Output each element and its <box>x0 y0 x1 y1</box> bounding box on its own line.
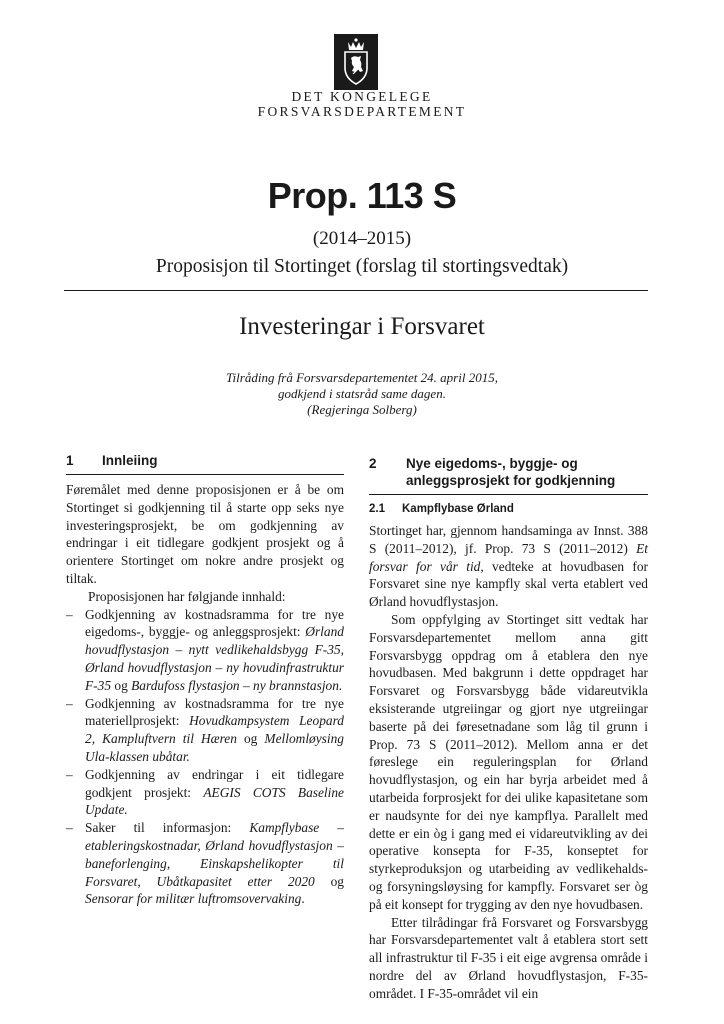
list-item: – Godkjenning av kostnadsramma for tre nye materiellprosjekt: Hovudkampsystem Leopard 2, Kampluftvern til Hæren og Mellomløysing Ula-klassen ubåtar. <box>66 695 344 766</box>
approval-line-2: godkjend i statsråd same dagen. <box>278 386 446 401</box>
section-1-rule <box>66 474 344 475</box>
paragraph-2: Som oppfylging av Stortinget sitt vedtak har Forsvarsdepartementet mellom anna gitt Forsvarsbygg oppdrag om å etablera den nye hovudbasen. Med bakgrunn i dette oppdraget har Forsvaret og Forsvarsbygg både vidareutvikla eksisterande utgreiingar og gjort nye utgreiingar baserte på dei føresetnadane som låg til grunn i Prop. 73 S (2011–2012). Mellom anna er det føreslege ein reguleringsplan for Ørland hovudflystasjon, og ein har byrja arbeidet med å utarbeida forprosjekt for dei ulike kapasitetane som er naudsynte for dei nye kampflya. Parallelt med dette er ein òg i gang med ei vidareutvikling av dei operative konsepta for F-35, konseptet for styrkeproduksjon og utarbeiding av vedlikehalds- og forsyningsløysing for kampfly. Forsvaret ser òg på eit konsept for trygging av den nye hovudbasen. <box>369 611 648 912</box>
subsection-2-1-heading <box>369 501 648 517</box>
list-item: – Godkjenning av endringar i eit tidlegare godkjent prosjekt: AEGIS COTS Baseline Update. <box>66 766 344 819</box>
subsection-title: Kampflybase Ørland <box>402 503 514 515</box>
section-1-number: 1 <box>66 453 74 468</box>
right-column <box>369 455 648 1003</box>
department-name-line2: FORSVARSDEPARTEMENT <box>257 104 467 119</box>
section-1-title: Innleiing <box>102 453 158 468</box>
section-2-heading <box>369 455 648 489</box>
list-item: – Saker til informasjon: Kampflybase – etableringskostnadar, Ørland hovudflystasjon – baneforlenging, Einskapshelikopter til Forsvaret, Ubåtkapasitet etter 2020 og Sensorar for militær luftromsovervaking. <box>66 819 344 908</box>
proposition-subtitle: Proposisjon til Stortinget (forslag til stortingsvedtak) <box>155 256 569 277</box>
section-2-rule <box>369 494 648 495</box>
paragraph-3: Etter tilrådingar frå Forsvaret og Forsvarsbygg har Forsvarsdepartementet valt å etablera stort sett all infrastruktur til F-35 i eit eige avgrensa område i nordre del av Ørland hovudflystasjon, F-35-området. I F-35-området vil ein <box>369 914 648 1001</box>
session-years: (2014–2015) <box>312 228 412 249</box>
approval-note <box>0 370 724 418</box>
left-column <box>66 452 344 908</box>
title-divider <box>64 290 648 291</box>
coat-of-arms-icon <box>334 34 378 90</box>
department-name-line1: DET KONGELEGE <box>291 89 433 104</box>
contents-intro: Proposisjonen har følgjande innhald: <box>88 588 286 604</box>
proposition-number: Prop. 113 S <box>267 175 457 216</box>
section-2-title <box>406 455 615 489</box>
section-2-title-line1: Nye eigedoms-, byggje- og <box>406 456 578 471</box>
approval-line-3: (Regjeringa Solberg) <box>307 402 417 417</box>
contents-list <box>66 606 344 909</box>
subsection-number: 2.1 <box>369 503 385 515</box>
section-2-number: 2 <box>369 456 377 471</box>
list-item: – Godkjenning av kostnadsramma for tre nye eigedoms-, byggje- og anleggsprosjekt: Ørland hovudflystasjon – nytt vedlikehaldsbygg F-35, Ørland hovudflystasjon – ny hovudinfrastruktur F-35 og Bardufoss flystasjon – ny brannstasjon. <box>66 606 344 695</box>
section-1-intro: Føremålet med denne proposisjonen er å be om Stortinget si godkjenning til å starte opp seks nye investeringsprosjekt, be om godkjenning av endringar i eit tidlegare godkjent prosjekt og å orientere Stortinget om nokre andre prosjekt og tiltak. <box>66 482 344 586</box>
document-title: Investeringar i Forsvaret <box>239 313 485 340</box>
approval-line-1: Tilråding frå Forsvarsdepartementet 24. april 2015, <box>226 370 498 385</box>
section-1-heading <box>66 452 344 469</box>
section-2-title-line2: anleggsprosjekt for godkjenning <box>406 473 616 488</box>
paragraph-1: Stortinget har, gjennom handsaminga av Innst. 388 S (2011–2012), jf. Prop. 73 S (2011–2012) Et forsvar for vår tid, vedteke at hovudbasen for Forsvaret sine nye kampfly skal verta etablert ved Ørland hovudflystasjon. <box>369 523 648 610</box>
